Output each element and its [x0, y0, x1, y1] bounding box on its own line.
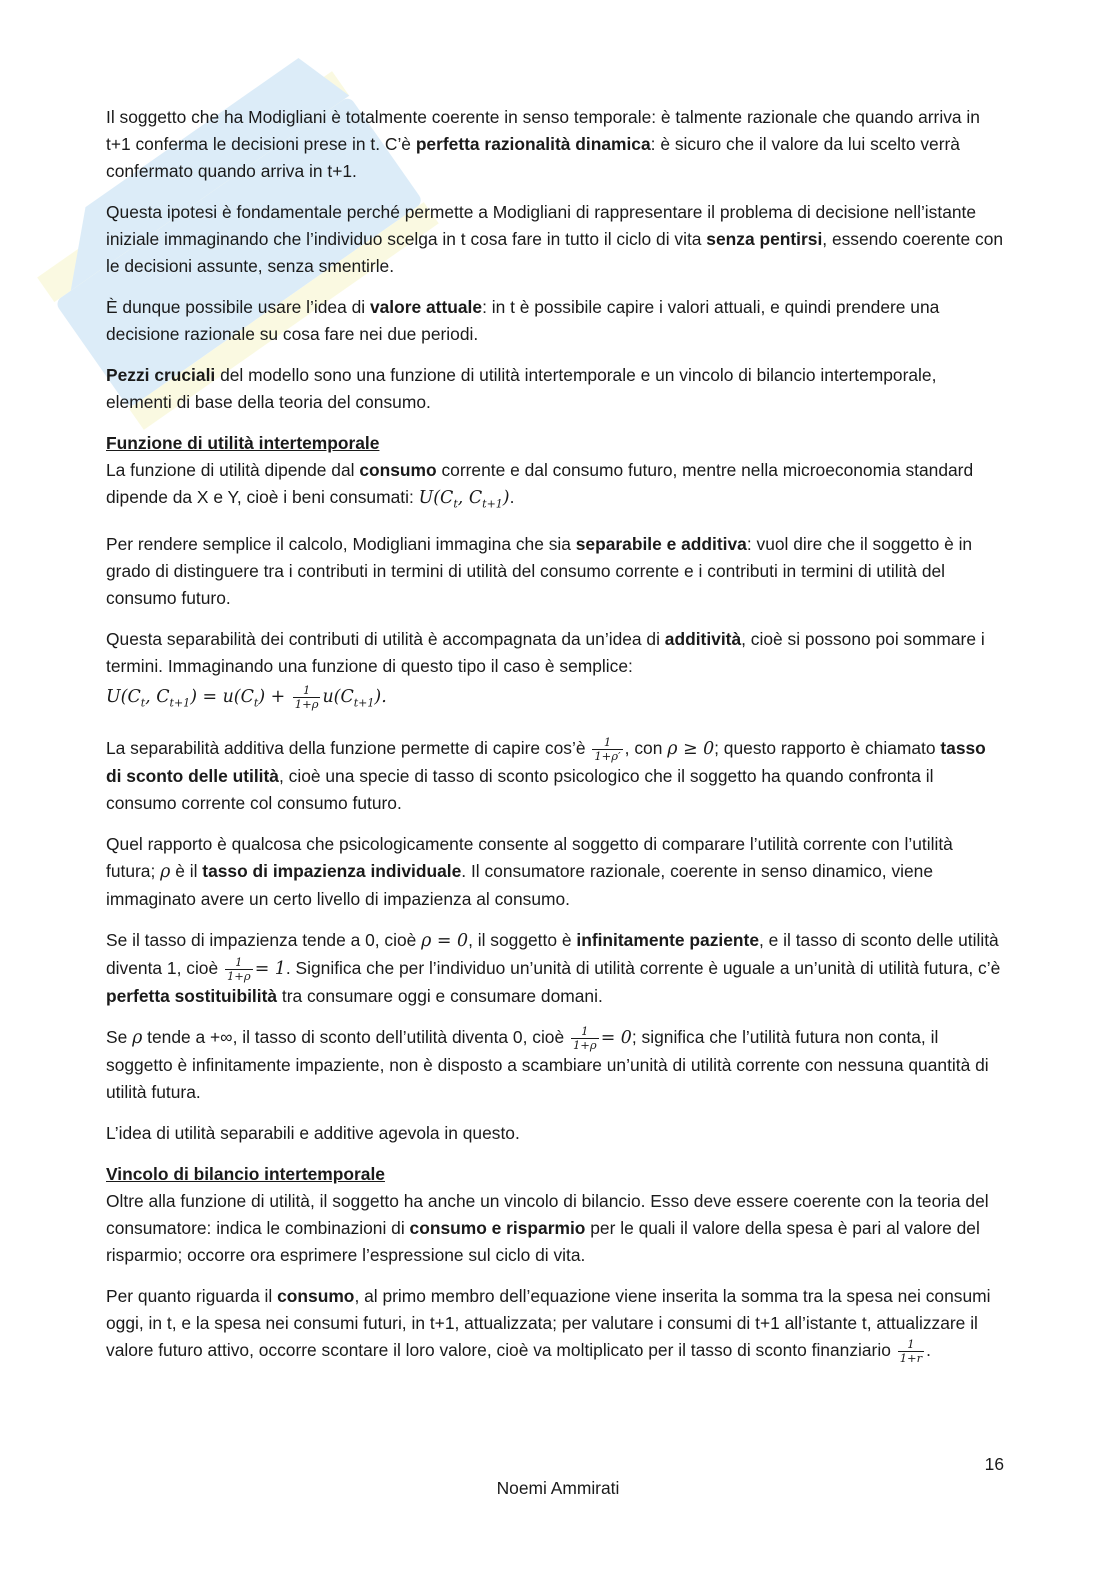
- paragraph: Questa separabilità dei contributi di utilità è accompagnata da un’idea di additività, cioè si possono poi sommare i termini. Immaginando una funzione di questo tipo il caso è semplice:: [106, 629, 985, 677]
- paragraph: Se il tasso di impazienza tende a 0, cioè ρ = 0, il soggetto è infinitamente paziente, e il tasso di sconto delle utilità diventa 1, cioè $\frac{1}{1+\rho}$ = 1. Significa che per l’individuo un’unità di utilità corrente è uguale a un’unità di utilità futura, c’è perfetta sostituibilità tra consumare oggi e consumare domani.: [106, 929, 1001, 1006]
- paragraph: È dunque possibile usare l’idea di valore attuale: in t è possibile capire i valori attuali, e quindi prendere una decisione razionale su cosa fare nei due periodi.: [106, 297, 940, 344]
- formula-utility: $U(C_t$, $C_{t+1}) = u(C_t)$ + $\frac{1}{1+\rho}$ $u(C_{t+1})$.: [106, 683, 387, 712]
- paragraph: La funzione di utilità dipende dal consumo corrente e dal consumo futuro, mentre nella microeconomia standard dipende da X e Y, cioè i beni consumati: $U(C_t$, $C_{t+1}$).: [106, 460, 974, 511]
- paragraph: Quel rapporto è qualcosa che psicologicamente consente al soggetto di comparare l’utilità corrente con l’utilità futura; ρ è il tasso di impazienza individuale. Il consumatore razionale, coerente in senso dinamico, viene immaginato avere un certo livello di impazienza al consumo.: [106, 833, 953, 909]
- formula-inline: $U(C_t$, $C_{t+1}$): [418, 488, 510, 511]
- paragraph: Oltre alla funzione di utilità, il soggetto ha anche un vincolo di bilancio. Esso deve essere coerente con la teoria del consumatore: indica le combinazioni di consumo e risparmio per le quali il valore della spesa è pari al valore del risparmio; occorre ora esprimere l’espressione sul ciclo di vita.: [106, 1190, 989, 1265]
- page-number: 16: [984, 1454, 1004, 1474]
- paragraph: Pezzi cruciali del modello sono una funzione di utilità intertemporale e un vincolo di bilancio intertemporale, elementi di base della teoria del consumo.: [106, 365, 937, 412]
- document-body: [106, 104, 1006, 1379]
- paragraph: Per quanto riguarda il consumo, al primo membro dell’equazione viene inserita la somma tra la spesa nei consumi oggi, in t, e la spesa nei consumi futuri, in t+1, attualizzata; per valutare i consumi di t+1 all’istante t, attualizzare il valore futuro attivo, occorre scontare il loro valore, cioè va moltiplicato per il tasso di sconto finanziario $\frac{1}{1+r}$ .: [106, 1285, 991, 1365]
- paragraph: Il soggetto che ha Modigliani è totalmente coerente in senso temporale: è talmente razionale che quando arriva in t+1 conferma le decisioni prese in t. C’è perfetta razionalità dinamica: è sicuro che il valore da lui scelto verrà confermato quando arriva in t+1.: [106, 107, 980, 181]
- paragraph: Questa ipotesi è fondamentale perché permette a Modigliani di rappresentare il problema di decisione nell’istante iniziale immaginando che l’individuo scelga in t cosa fare in tutto il ciclo di vita senza pentirsi, essendo coerente con le decisioni assunte, senza smentirle.: [106, 202, 1004, 276]
- fraction: $\frac{1}{1+\rho}$: [572, 1023, 597, 1052]
- paragraph: La separabilità additiva della funzione permette di capire cos’è $\frac{1}{1+\rho'}$ , con ρ ≥ 0; questo rapporto è chiamato tasso di sconto delle utilità, cioè una specie di tasso di sconto psicologico che il soggetto ha quando confronta il consumo corrente col consumo futuro.: [106, 734, 986, 813]
- fraction: $\frac{1}{1+\rho}$: [226, 954, 251, 983]
- paragraph: Se ρ tende a +∞, il tasso di sconto dell’utilità diventa 0, cioè $\frac{1}{1+\rho}$ = 0; significa che l’utilità futura non conta, il soggetto è infinitamente impaziente, non è disposto a scambiare un’unità di utilità corrente con nessuna quantità di utilità futura.: [106, 1023, 989, 1102]
- fraction: $\frac{1}{1+\rho}$: [294, 683, 319, 712]
- fraction: $\frac{1}{1+r}$: [899, 1336, 923, 1365]
- section-heading: Vincolo di bilancio intertemporale: [106, 1163, 385, 1184]
- section-heading: Funzione di utilità intertemporale: [106, 433, 380, 453]
- paragraph: L’idea di utilità separabili e additive agevola in questo.: [106, 1122, 520, 1143]
- footer-author: Noemi Ammirati: [496, 1478, 620, 1498]
- paragraph: Per rendere semplice il calcolo, Modigliani immagina che sia separabile e additiva: vuol dire che il soggetto è in grado di distinguere tra i contributi in termini di utilità del consumo corrente e i contributi in termini di utilità del consumo futuro.: [106, 534, 973, 609]
- fraction: $\frac{1}{1+\rho'}$: [594, 734, 621, 763]
